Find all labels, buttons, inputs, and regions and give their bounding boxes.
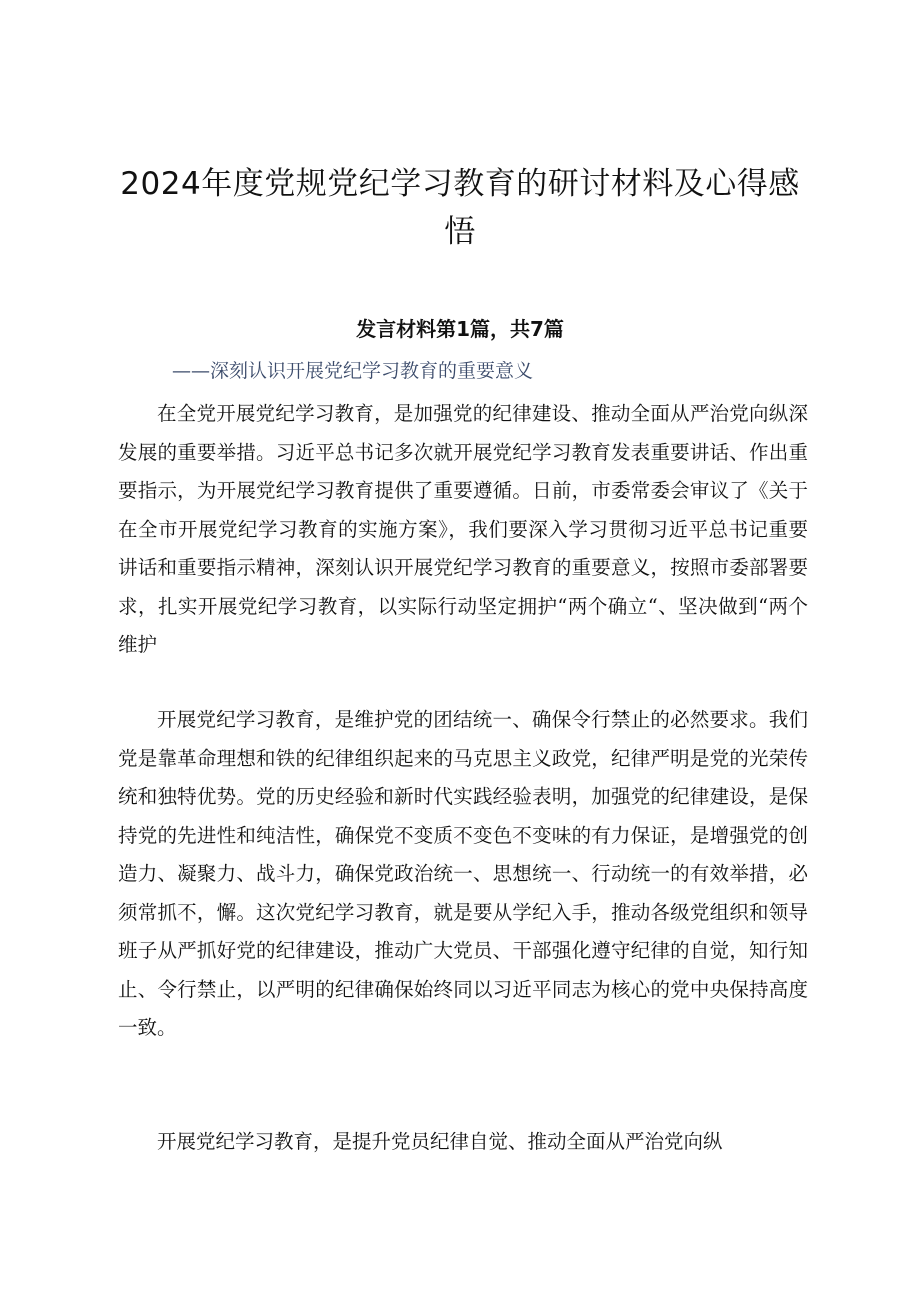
body-paragraph-3: 开展党纪学习教育，是提升党员纪律自觉、推动全面从严治党向纵 xyxy=(157,1130,723,1153)
body-paragraph-2: 开展党纪学习教育，是维护党的团结统一、确保令行禁止的必然要求。我们党是靠革命理想和铁的纪律组织起来的马克思主义政党，纪律严明是党的光荣传统和独特优势。党的历史经验和新时代实践经验表明，加强党的纪律建设，是保持党的先进性和纯洁性，确保党不变质不变色不变味的有力保证，是增强党的创造力、凝聚力、战斗力，确保党政治统一、思想统一、行动统一的有效举措，必须常抓不，懈。这次党纪学习教育，就是要从学纪入手，推动各级党组织和领导班子从严抓好党的纪律建设，推动广大党员、干部强化遵守纪律的自觉，知行知止、令行禁止，以严明的纪律确保始终同以习近平同志为核心的党中央保持高度一致。 xyxy=(118,708,808,1039)
section-title: 发言材料第1篇，共7篇 xyxy=(356,317,564,341)
section-subtitle: ——深刻认识开展党纪学习教育的重要意义 xyxy=(172,360,534,382)
document-title: 2024年度党规党纪学习教育的研讨材料及心得感悟 xyxy=(120,166,800,250)
body-paragraph-1: 在全党开展党纪学习教育，是加强党的纪律建设、推动全面从严治党向纵深发展的重要举措。习近平总书记多次就开展党纪学习教育发表重要讲话、作出重要指示，为开展党纪学习教育提供了重要遵循。日前，市委常委会审议了《关于在全市开展党纪学习教育的实施方案》，我们要深入学习贯彻习近平总书记重要讲话和重要指示精神，深刻认识开展党纪学习教育的重要意义，按照市委部署要求，扎实开展党纪学习教育，以实际行动坚定拥护“两个确立“、坚决做到“两个维护 xyxy=(118,402,808,656)
